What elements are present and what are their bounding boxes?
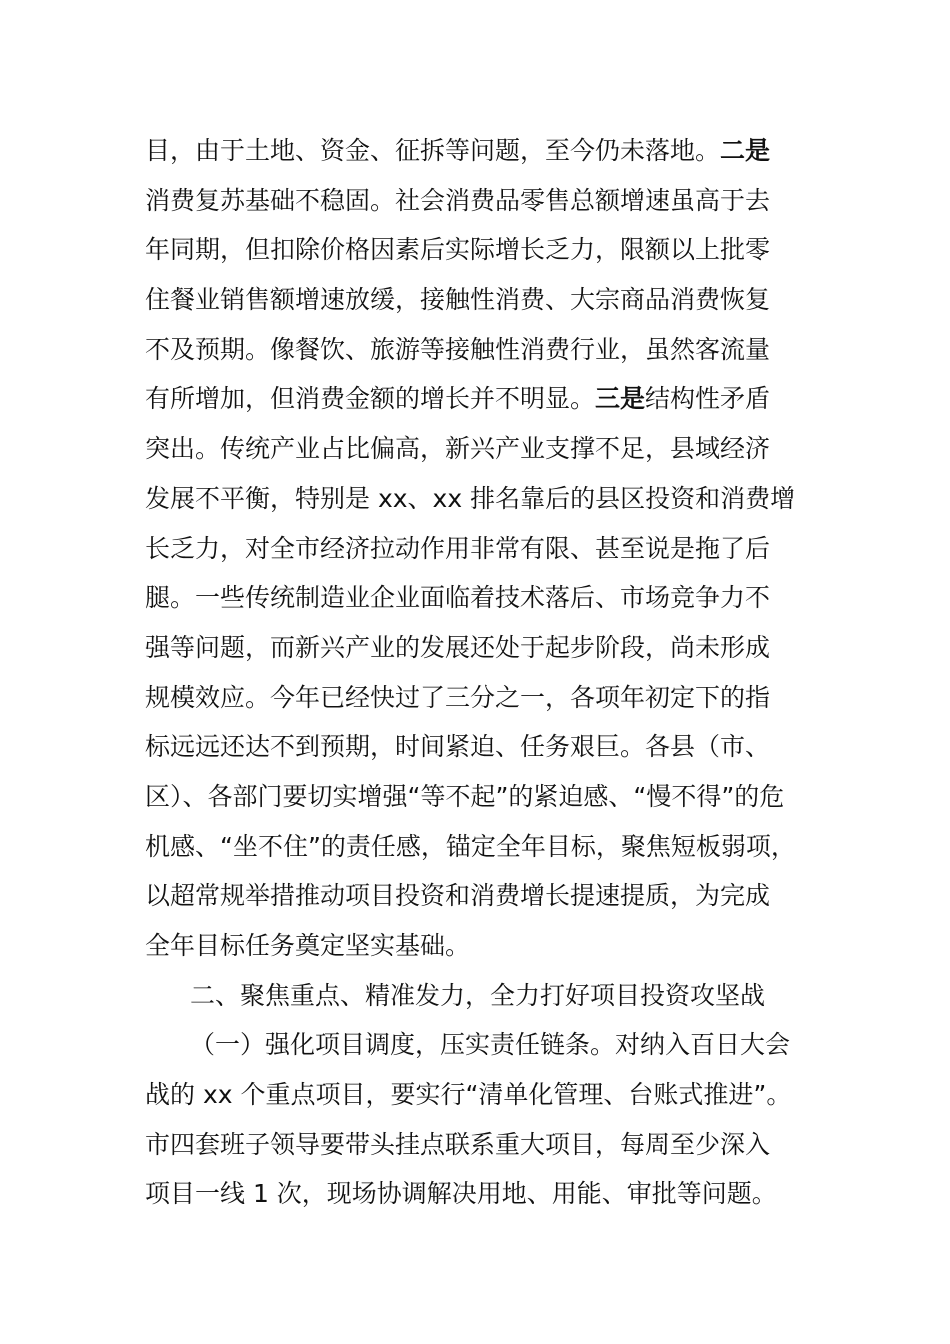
line-text: 强等问题，而新兴产业的发展还处于起步阶段，尚未形成 <box>145 632 771 662</box>
heading-text: 二、聚焦重点、精准发力，全力打好项目投资攻坚战 <box>190 980 766 1010</box>
line-text: 战的 xx 个重点项目，要实行“清单化管理、台账式推进”。 <box>145 1080 792 1110</box>
line-text: 市四套班子领导要带头挂点联系重大项目，每周至少深入 <box>145 1129 771 1159</box>
text-line-21 <box>145 1120 815 1170</box>
text-line-1 <box>145 126 815 176</box>
subsection-line-1 <box>145 1020 815 1070</box>
line-text: 发展不平衡，特别是 xx、xx 排名靠后的县区投资和消费增 <box>145 483 796 513</box>
line-text: 规模效应。今年已经快过了三分之一，各项年初定下的指 <box>145 682 771 712</box>
section-heading <box>145 971 815 1021</box>
text-line-11 <box>145 623 815 673</box>
bold-marker-san-shi: 三是 <box>595 384 646 414</box>
text-line-3 <box>145 225 815 275</box>
line-text: 区）、各部门要切实增强“等不起”的紧迫感、“慢不得”的危 <box>145 781 785 811</box>
text-line-4 <box>145 275 815 325</box>
line-text: 目，由于土地、资金、征拆等问题，至今仍未落地。 <box>145 136 721 165</box>
text-line-16 <box>145 871 815 921</box>
line-text: 全年目标任务奠定坚实基础。 <box>145 931 471 960</box>
text-line-12 <box>145 673 815 723</box>
bold-marker-er-shi: 二是 <box>720 136 771 165</box>
line-text: 消费复苏基础不稳固。社会消费品零售总额增速虽高于去 <box>145 185 771 215</box>
text-line-9 <box>145 524 815 574</box>
line-text: 长乏力，对全市经济拉动作用非常有限、甚至说是拖了后 <box>145 533 771 563</box>
line-text: 以超常规举措推动项目投资和消费增长提速提质，为完成 <box>145 881 771 911</box>
line-text: 腿。一些传统制造业企业面临着技术落后、市场竞争力不 <box>145 583 771 613</box>
line-text: （一）强化项目调度，压实责任链条。对纳入百日大会 <box>190 1030 791 1060</box>
line-text: 项目一线 1 次，现场协调解决用地、用能、审批等问题。 <box>145 1179 777 1209</box>
text-line-5 <box>145 325 815 375</box>
line-text: 年同期，但扣除价格因素后实际增长乏力，限额以上批零 <box>145 235 771 265</box>
line-text: 住餐业销售额增速放缓，接触性消费、大宗商品消费恢复 <box>145 285 771 315</box>
body-text <box>145 126 815 1219</box>
text-line-20 <box>145 1070 815 1120</box>
text-line-15 <box>145 822 815 872</box>
line-text: 不及预期。像餐饮、旅游等接触性消费行业，虽然客流量 <box>145 334 771 364</box>
text-line-8 <box>145 474 815 524</box>
text-line-7 <box>145 424 815 474</box>
text-line-13 <box>145 722 815 772</box>
line-text: 有所增加，但消费金额的增长并不明显。 <box>145 384 596 414</box>
line-text: 机感、“坐不住”的责任感，锚定全年目标，聚焦短板弱项， <box>145 831 796 861</box>
text-line-22 <box>145 1169 815 1219</box>
line-text: 结构性矛盾 <box>645 384 771 414</box>
text-line-6 <box>145 374 815 424</box>
text-line-10 <box>145 573 815 623</box>
line-text: 标远远还达不到预期，时间紧迫、任务艰巨。各县（市、 <box>145 732 771 762</box>
text-line-17 <box>145 921 815 971</box>
line-text: 突出。传统产业占比偏高，新兴产业支撑不足，县域经济 <box>145 434 771 464</box>
text-line-2 <box>145 176 815 226</box>
text-line-14 <box>145 772 815 822</box>
